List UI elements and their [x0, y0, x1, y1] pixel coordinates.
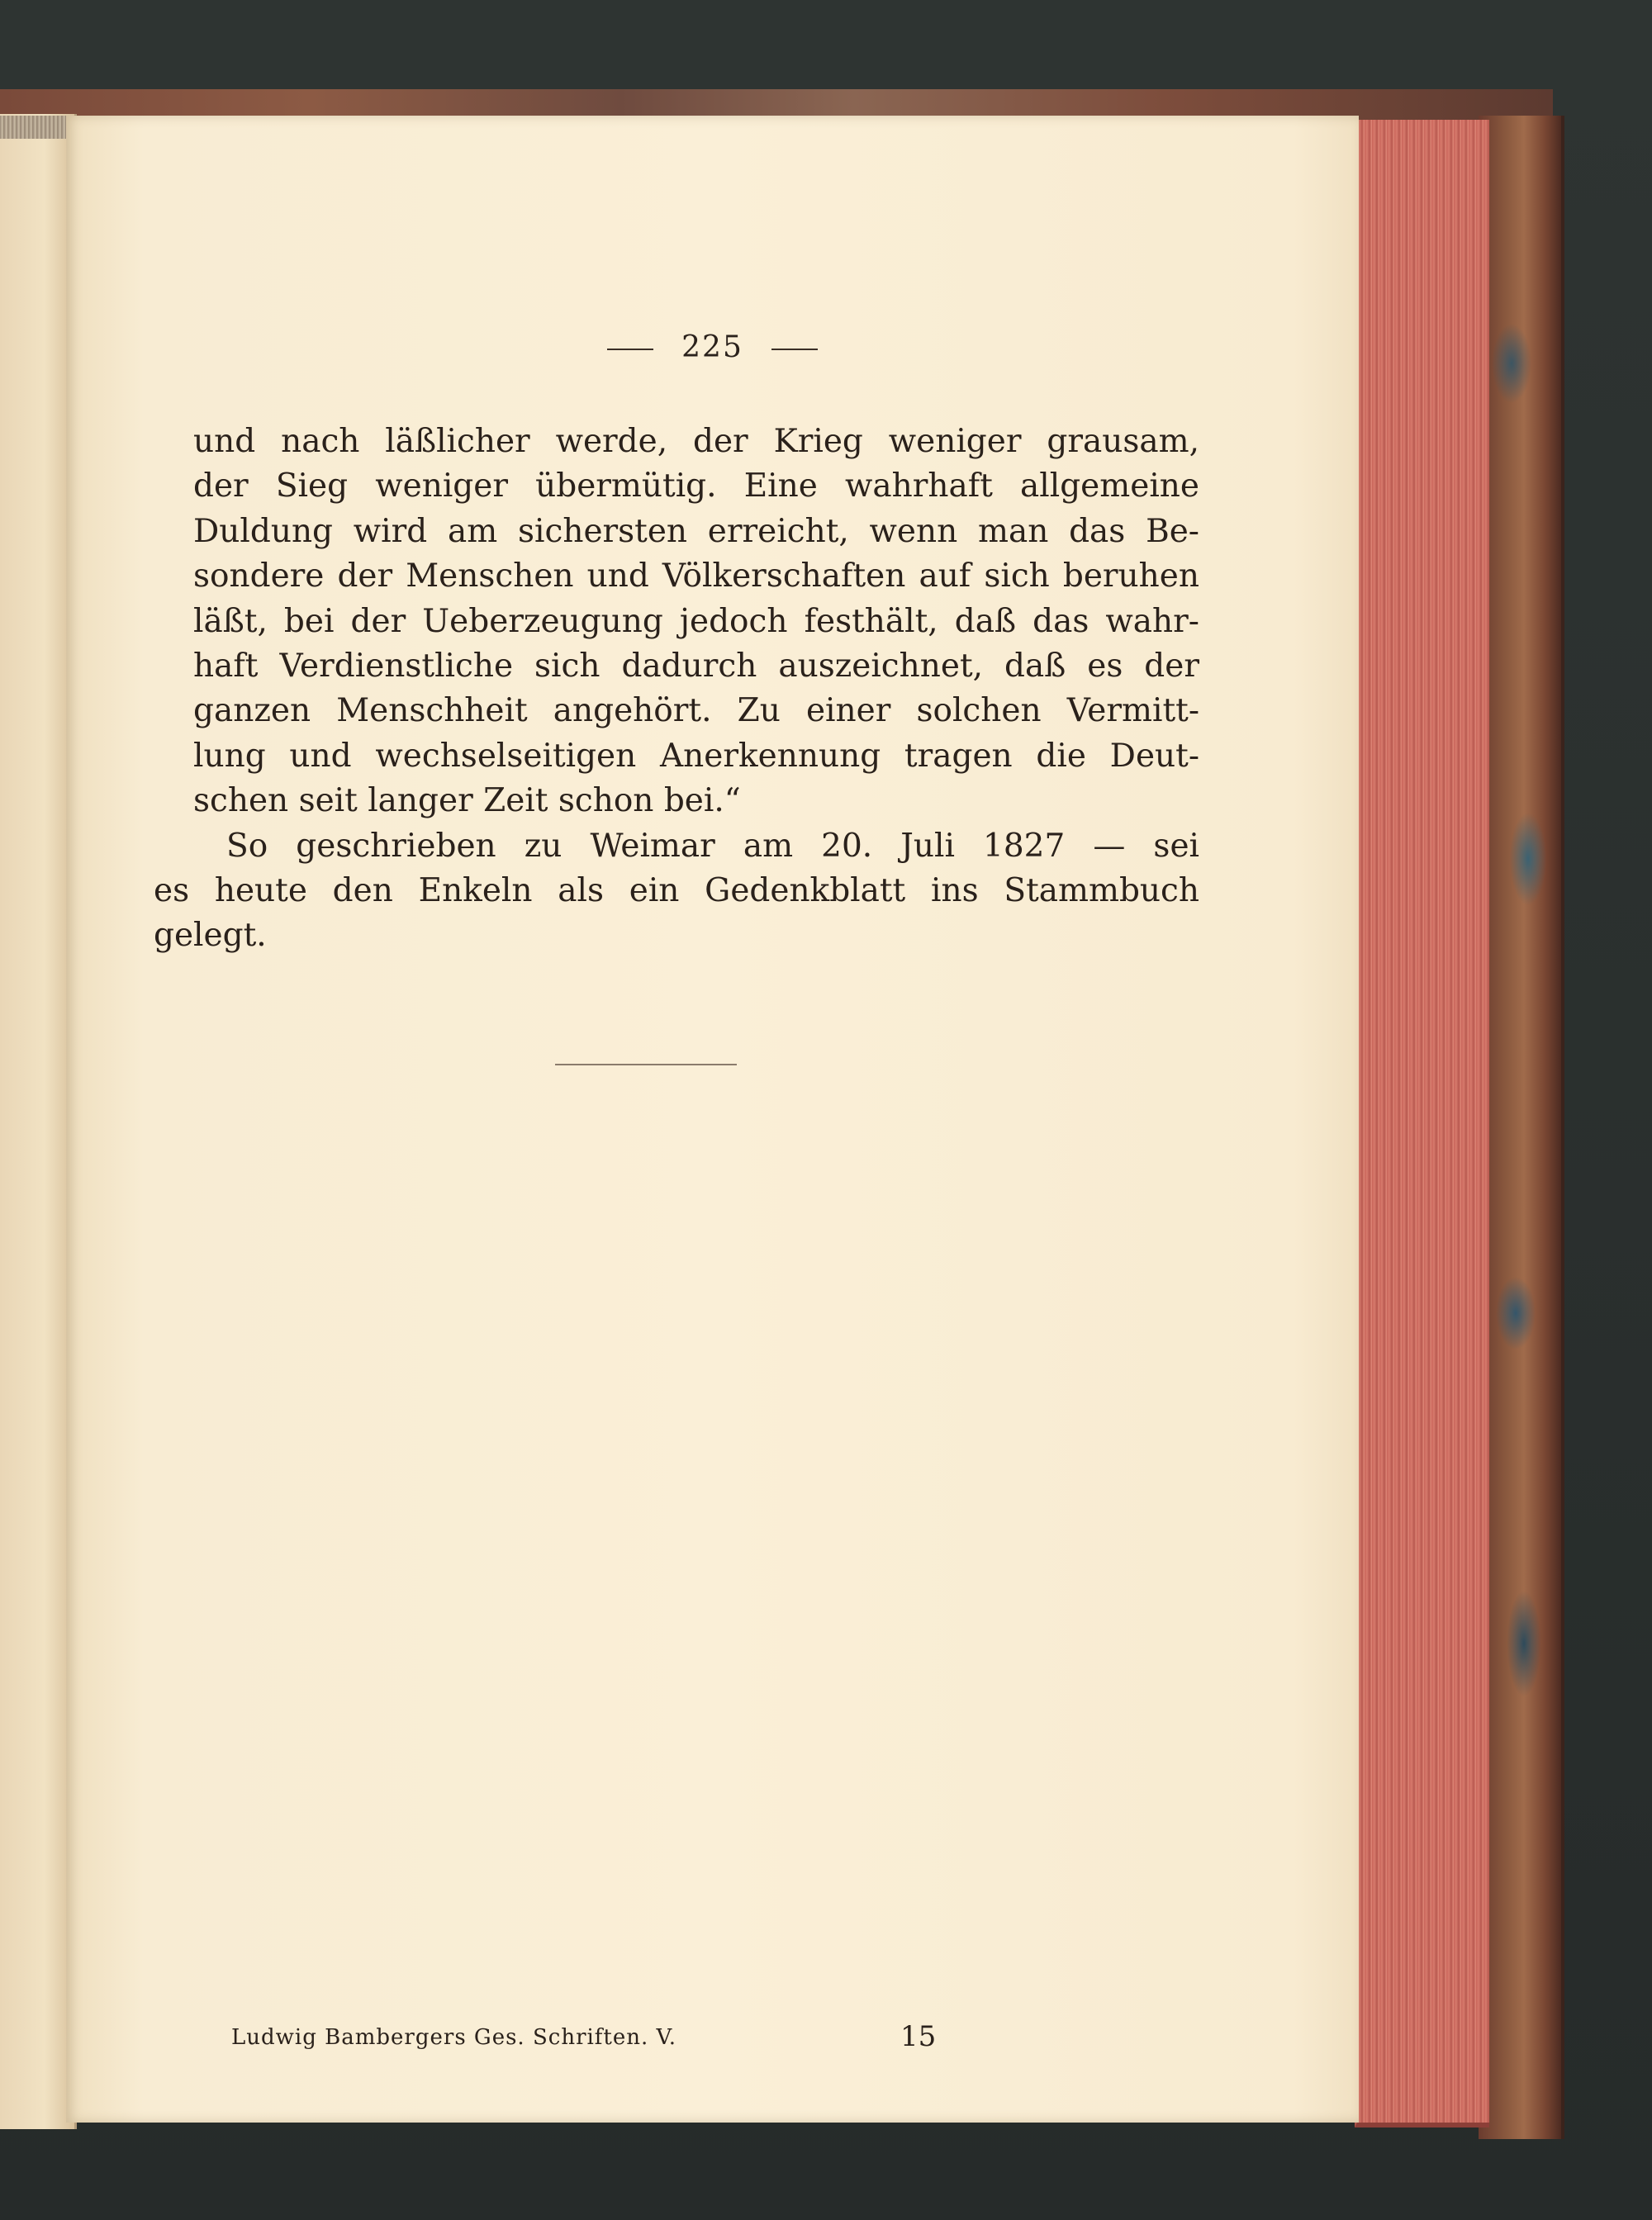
head-dash-left	[607, 349, 653, 350]
text-line: läßt, bei der Ueberzeugung jedoch festhält, daß das wahr-	[193, 602, 1199, 640]
page-fore-edge	[1355, 120, 1489, 2128]
text-line: haft Verdienstliche sich dadurch auszeichnet, daß es der	[193, 647, 1199, 685]
text-line: So geschrieben zu Weimar am 20. Juli 1827 — sei	[226, 827, 1199, 865]
section-rule	[555, 1064, 737, 1065]
text-line: lung und wechselseitigen Anerkennung tragen die Deut-	[193, 737, 1199, 775]
text-line: der Sieg weniger übermütig. Eine wahrhaft allgemeine	[193, 467, 1199, 505]
text-line: sondere der Menschen und Völkerschaften auf sich beruhen	[193, 557, 1199, 595]
text-line: schen seit langer Zeit schon bei.“	[193, 782, 741, 820]
running-head	[66, 330, 1359, 364]
book-cover-marbled-edge	[1479, 116, 1564, 2139]
page-number: 225	[681, 330, 743, 364]
text-line: es heute den Enkeln als ein Gedenkblatt ins Stammbuch	[154, 871, 1199, 909]
text-line: Duldung wird am sichersten erreicht, wenn man das Be-	[193, 512, 1199, 550]
text-line: ganzen Menschheit angehört. Zu einer solchen Vermitt-	[193, 692, 1199, 730]
sheet-number: 15	[900, 2020, 937, 2053]
body-text	[154, 420, 1199, 959]
text-line: gelegt.	[154, 917, 267, 955]
book-page	[66, 116, 1359, 2123]
footer-signature: Ludwig Bambergers Ges. Schriften. V.	[231, 2025, 677, 2050]
head-dash-right	[771, 349, 818, 350]
spine-binding-strip	[0, 116, 74, 139]
text-line: und nach läßlicher werde, der Krieg weniger grausam,	[193, 423, 1199, 460]
